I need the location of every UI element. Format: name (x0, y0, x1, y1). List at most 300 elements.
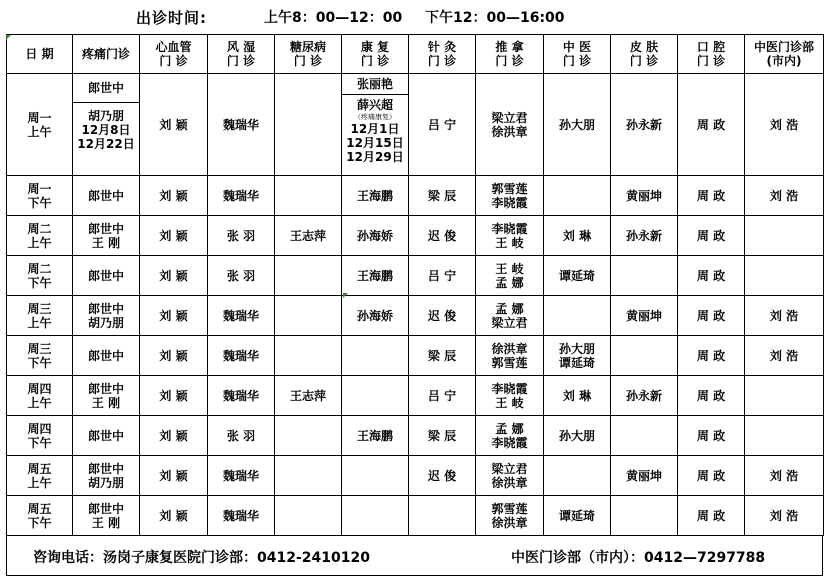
column-header-line: 推 拿 (495, 40, 524, 54)
tcm-city-cell (745, 256, 824, 296)
doctor-name: 梁 辰 (427, 188, 457, 203)
column-header-line: 门 诊 (159, 54, 188, 68)
doctor-name: 孙大朋 (558, 341, 595, 356)
rehab-cell (342, 74, 409, 176)
doctor-name: 魏瑞华 (222, 348, 259, 363)
tcm-city-cell: 刘 浩 (745, 74, 824, 176)
table-row (7, 296, 824, 336)
acupuncture-cell (409, 496, 476, 536)
column-header-massage (476, 35, 544, 74)
doctor-name: 孟 娜 (495, 301, 524, 316)
dental-cell (678, 216, 745, 256)
cardiology-cell (140, 296, 208, 336)
doctor-name: 郎世中 (87, 301, 124, 316)
dental-cell (678, 336, 745, 376)
column-header-line: 门 诊 (226, 54, 256, 68)
doctor-name: 李晓霞 (491, 381, 528, 396)
acupuncture-cell (409, 416, 476, 456)
doctor-name: 周 政 (696, 388, 726, 403)
doctor-name: 刘 浩 (769, 348, 799, 363)
massage-cell (476, 336, 544, 376)
session: 上午 (27, 235, 52, 250)
session: 下午 (27, 275, 52, 290)
cardiology-cell (140, 496, 208, 536)
diabetes-cell (275, 456, 342, 496)
pain-clinic-cell (73, 496, 140, 536)
rehab-date: 12月15日 (346, 136, 404, 150)
doctor-name: 王 刚 (91, 235, 121, 250)
doctor-name: 迟 俊 (427, 468, 457, 483)
rheumatology-cell (208, 176, 275, 216)
column-header-diabetes (275, 35, 342, 74)
column-header-line: 门 诊 (562, 54, 592, 68)
day-cell (7, 176, 73, 216)
dermatology-cell (611, 376, 678, 416)
session: 下午 (27, 435, 52, 450)
massage-cell (476, 416, 544, 456)
header-row (7, 35, 824, 74)
morning-hours: 上午8：00—12：00 (264, 10, 403, 26)
day-cell (7, 336, 73, 376)
doctor-name: 魏瑞华 (222, 388, 259, 403)
doctor-name: 胡乃朋 (87, 475, 124, 490)
doctor-name: 王海鹏 (356, 428, 393, 443)
tcm-city-cell (745, 336, 824, 376)
column-header-dental (678, 35, 745, 74)
doctor-name: 王 刚 (91, 395, 121, 410)
doctor-name: 孟 娜 (495, 275, 524, 290)
doctor-name: 郎世中 (87, 428, 124, 443)
rheumatology-cell (208, 416, 275, 456)
doctor-name: 徐洪章 (491, 515, 528, 530)
acupuncture-cell: 吕 宁 (409, 74, 476, 176)
dermatology-cell (611, 176, 678, 216)
doctor-name: 王 岐 (495, 235, 524, 250)
doctor-name: 迟 俊 (427, 308, 457, 323)
cardiology-cell (140, 416, 208, 456)
rheumatology-cell (208, 376, 275, 416)
acupuncture-cell (409, 256, 476, 296)
doctor-name: 吕 宁 (427, 268, 457, 283)
rehab-cell (342, 336, 409, 376)
acupuncture-cell (409, 456, 476, 496)
weekday: 周一 (27, 110, 52, 125)
tcm-phone: 中医门诊部（市内）：0412—7297788 (511, 550, 766, 566)
doctor-name: 周 政 (696, 188, 726, 203)
day-cell (7, 376, 73, 416)
column-header-line: 中 医 (562, 40, 592, 54)
doctor-name: 魏瑞华 (222, 188, 259, 203)
pain-doctor-name: 胡乃朋 (87, 109, 124, 123)
massage-cell (476, 296, 544, 336)
doctor-name: 周 政 (696, 228, 726, 243)
diabetes-cell (275, 336, 342, 376)
pain-doctor-secondary (73, 103, 139, 151)
doctor-name: 王志萍 (289, 228, 326, 243)
pain-clinic-cell (73, 74, 140, 176)
acupuncture-cell (409, 336, 476, 376)
session: 下午 (27, 515, 52, 530)
doctor-name: 梁立君 (491, 315, 528, 330)
dermatology-cell (611, 336, 678, 376)
table-row (7, 74, 824, 176)
session: 上午 (27, 315, 52, 330)
doctor-name: 吕 宁 (427, 388, 457, 403)
rehab-doctor-primary: 张丽艳 (342, 74, 408, 95)
pain-clinic-cell (73, 456, 140, 496)
weekday: 周三 (27, 301, 52, 316)
rheumatology-cell (208, 336, 275, 376)
weekday: 周三 (27, 341, 52, 356)
column-header-line: 门 诊 (495, 54, 524, 68)
acupuncture-cell (409, 176, 476, 216)
rehab-date: 12月1日 (350, 122, 400, 136)
tcm-cell (544, 416, 611, 456)
doctor-name: 郎世中 (87, 188, 124, 203)
column-header-line: 门 诊 (427, 54, 457, 68)
dental-cell (678, 296, 745, 336)
day-cell (7, 416, 73, 456)
doctor-name: 孙海娇 (356, 308, 393, 323)
column-header-line: 风 湿 (226, 40, 256, 54)
doctor-name: 刘 颖 (159, 388, 188, 403)
massage-doctor: 梁立君 (491, 110, 528, 125)
contact-footer (6, 535, 823, 576)
column-header-line: 皮 肤 (629, 40, 659, 54)
tcm-city-cell (745, 416, 824, 456)
rehab-date: 12月29日 (346, 150, 404, 164)
column-header-date (7, 35, 73, 74)
tcm-city-cell (745, 496, 824, 536)
doctor-name: 周 政 (696, 428, 726, 443)
doctor-name: 刘 浩 (769, 508, 799, 523)
diabetes-cell (275, 216, 342, 256)
doctor-name: 谭延琦 (558, 268, 595, 283)
tcm-cell (544, 296, 611, 336)
doctor-name: 郎世中 (87, 501, 124, 516)
dental-cell (678, 456, 745, 496)
weekday: 周五 (27, 461, 52, 476)
diabetes-cell (275, 376, 342, 416)
cardiology-cell (140, 456, 208, 496)
dermatology-cell (611, 456, 678, 496)
pain-doctor-primary: 郎世中 (73, 74, 139, 103)
doctor-name: 刘 颖 (159, 228, 188, 243)
dental-cell (678, 496, 745, 536)
column-header-line: 针 灸 (427, 40, 457, 54)
doctor-name: 胡乃朋 (87, 315, 124, 330)
dental-cell (678, 416, 745, 456)
session: 下午 (27, 195, 52, 210)
doctor-name: 王 岐 (495, 395, 524, 410)
rehab-cell (342, 416, 409, 456)
massage-cell (476, 256, 544, 296)
doctor-name: 郎世中 (87, 461, 124, 476)
massage-cell (476, 456, 544, 496)
clinic-hours (0, 5, 831, 29)
acupuncture-cell (409, 376, 476, 416)
doctor-name: 周 政 (696, 268, 726, 283)
diabetes-cell (275, 496, 342, 536)
dermatology-cell (611, 296, 678, 336)
table-row (7, 416, 824, 456)
rehab-doctor-secondary (342, 95, 408, 164)
doctor-name: 李晓霞 (491, 195, 528, 210)
dermatology-cell (611, 496, 678, 536)
column-header-rehab (342, 35, 409, 74)
cardiology-cell (140, 336, 208, 376)
doctor-name: 魏瑞华 (222, 508, 259, 523)
doctor-name: 李晓霞 (491, 435, 528, 450)
pain-date: 12月8日 (81, 123, 131, 137)
column-header-tcm-city (745, 35, 824, 74)
column-header-rheumatology (208, 35, 275, 74)
column-header-dermatology (611, 35, 678, 74)
cell-comment-marker (343, 293, 348, 298)
column-header-line: 口 腔 (696, 40, 726, 54)
day-cell (7, 74, 73, 176)
diabetes-cell (275, 176, 342, 216)
doctor-name: 张 羽 (226, 268, 256, 283)
doctor-name: 郎世中 (87, 268, 124, 283)
tcm-city-cell (745, 176, 824, 216)
tcm-cell (544, 176, 611, 216)
diabetes-cell (275, 74, 342, 176)
massage-cell (476, 74, 544, 176)
column-header-cardiology (140, 35, 208, 74)
day-cell (7, 456, 73, 496)
dermatology-cell (611, 416, 678, 456)
doctor-name: 李晓霞 (491, 221, 528, 236)
doctor-name: 刘 浩 (769, 188, 799, 203)
rehab-cell (342, 296, 409, 336)
doctor-name: 刘 颖 (159, 468, 188, 483)
doctor-name: 刘 颖 (159, 428, 188, 443)
cardiology-cell (140, 176, 208, 216)
doctor-name: 周 政 (696, 508, 726, 523)
doctor-name: 周 政 (696, 308, 726, 323)
doctor-name: 郭雪莲 (491, 355, 528, 370)
cardiology-cell (140, 376, 208, 416)
diabetes-cell (275, 256, 342, 296)
massage-cell (476, 376, 544, 416)
clinic-hours-label: 出诊时间: (136, 9, 207, 27)
weekday: 周二 (27, 261, 52, 276)
session: 下午 (27, 355, 52, 370)
pain-clinic-cell (73, 256, 140, 296)
tcm-cell (544, 456, 611, 496)
doctor-name: 张 羽 (226, 428, 256, 443)
doctor-name: 王 岐 (495, 261, 524, 276)
tcm-city-cell (745, 456, 824, 496)
doctor-name: 孙永新 (625, 228, 662, 243)
doctor-name: 梁 辰 (427, 348, 457, 363)
tcm-city-cell (745, 376, 824, 416)
day-cell (7, 296, 73, 336)
column-header-line: 中医门诊部 (753, 40, 814, 54)
diabetes-cell (275, 416, 342, 456)
table-row (7, 376, 824, 416)
tcm-cell (544, 376, 611, 416)
rehab-cell (342, 376, 409, 416)
rheumatology-cell (208, 496, 275, 536)
cell-comment-marker (6, 35, 11, 40)
weekday: 周四 (27, 421, 52, 436)
doctor-name: 黄丽坤 (625, 188, 662, 203)
dermatology-cell (611, 256, 678, 296)
table-row (7, 456, 824, 496)
rheumatology-cell: 魏瑞华 (208, 74, 275, 176)
cardiology-cell: 刘 颖 (140, 74, 208, 176)
doctor-name: 孙海娇 (356, 228, 393, 243)
doctor-name: 王海鹏 (356, 188, 393, 203)
column-header-line: 门 诊 (696, 54, 726, 68)
table-row (7, 176, 824, 216)
rheumatology-cell (208, 456, 275, 496)
doctor-name: 郭雪莲 (491, 501, 528, 516)
massage-cell (476, 496, 544, 536)
doctor-name: 梁 辰 (427, 428, 457, 443)
afternoon-hours: 下午12：00—16:00 (425, 10, 565, 26)
column-header-line: 日 期 (25, 47, 54, 61)
weekday: 周二 (27, 221, 52, 236)
column-header-line: 门 诊 (293, 54, 323, 68)
day-cell (7, 256, 73, 296)
column-header-line: 康 复 (360, 40, 390, 54)
rehab-cell (342, 496, 409, 536)
massage-doctor: 徐洪章 (491, 124, 528, 139)
pain-clinic-cell (73, 336, 140, 376)
doctor-name: 刘 琳 (562, 388, 592, 403)
doctor-name: 孟 娜 (495, 421, 524, 436)
doctor-name: 梁立君 (491, 461, 528, 476)
dental-cell: 周 政 (678, 74, 745, 176)
rehab-doctor-name: 薛兴超 (356, 98, 393, 112)
table-row (7, 256, 824, 296)
dental-cell (678, 376, 745, 416)
doctor-name: 谭延琦 (558, 508, 595, 523)
table-row (7, 216, 824, 256)
dental-cell (678, 256, 745, 296)
doctor-name: 刘 颖 (159, 508, 188, 523)
column-header-line: 糖尿病 (289, 40, 326, 54)
doctor-name: 郎世中 (87, 348, 124, 363)
doctor-name: 谭延琦 (558, 355, 595, 370)
doctor-name: 徐洪章 (491, 475, 528, 490)
doctor-name: 黄丽坤 (625, 468, 662, 483)
column-header-line: 疼痛门诊 (81, 47, 130, 61)
column-header-tcm (544, 35, 611, 74)
rehab-cell (342, 216, 409, 256)
column-header-line: 门 诊 (629, 54, 659, 68)
acupuncture-cell (409, 216, 476, 256)
doctor-name: 刘 颖 (159, 348, 188, 363)
day-cell (7, 496, 73, 536)
doctor-name: 郎世中 (87, 221, 124, 236)
column-header-pain-clinic (73, 35, 140, 74)
session: 上午 (27, 475, 52, 490)
doctor-name: 刘 颖 (159, 188, 188, 203)
doctor-name: 魏瑞华 (222, 468, 259, 483)
doctor-name: 迟 俊 (427, 228, 457, 243)
doctor-name: 王志萍 (289, 388, 326, 403)
pain-date: 12月22日 (77, 137, 135, 151)
table-row (7, 336, 824, 376)
doctor-name: 刘 琳 (562, 228, 592, 243)
tcm-city-cell (745, 296, 824, 336)
hospital-phone: 咨询电话：汤岗子康复医院门诊部：0412-2410120 (33, 550, 370, 566)
rheumatology-cell (208, 256, 275, 296)
doctor-name: 刘 浩 (769, 468, 799, 483)
rheumatology-cell (208, 296, 275, 336)
outpatient-schedule-table (6, 34, 824, 536)
doctor-name: 郎世中 (87, 381, 124, 396)
tcm-cell (544, 496, 611, 536)
weekday: 周五 (27, 501, 52, 516)
rehab-cell (342, 176, 409, 216)
column-header-line: (市内) (766, 54, 802, 68)
column-header-line: 门 诊 (360, 54, 390, 68)
pain-clinic-cell (73, 376, 140, 416)
day-cell (7, 216, 73, 256)
dental-cell (678, 176, 745, 216)
doctor-name: 刘 颖 (159, 268, 188, 283)
doctor-name: 周 政 (696, 468, 726, 483)
session: 上午 (27, 124, 52, 139)
rheumatology-cell (208, 216, 275, 256)
tcm-cell (544, 216, 611, 256)
doctor-name: 郭雪莲 (491, 181, 528, 196)
dermatology-cell: 孙永新 (611, 74, 678, 176)
tcm-city-cell (745, 216, 824, 256)
doctor-name: 刘 浩 (769, 308, 799, 323)
column-header-line: 心血管 (155, 40, 192, 54)
weekday: 周四 (27, 381, 52, 396)
doctor-name: 王 刚 (91, 515, 121, 530)
pain-clinic-cell (73, 176, 140, 216)
table-row (7, 496, 824, 536)
doctor-name: 张 羽 (226, 228, 256, 243)
doctor-name: 孙大朋 (558, 428, 595, 443)
doctor-name: 刘 颖 (159, 308, 188, 323)
rehab-cell (342, 256, 409, 296)
massage-cell (476, 176, 544, 216)
doctor-name: 魏瑞华 (222, 308, 259, 323)
doctor-name: 孙永新 (625, 388, 662, 403)
rehab-note: （疼痛康复） (354, 113, 396, 121)
pain-clinic-cell (73, 216, 140, 256)
acupuncture-cell (409, 296, 476, 336)
doctor-name: 周 政 (696, 348, 726, 363)
cardiology-cell (140, 216, 208, 256)
tcm-cell (544, 256, 611, 296)
dermatology-cell (611, 216, 678, 256)
diabetes-cell (275, 296, 342, 336)
session: 上午 (27, 395, 52, 410)
tcm-cell: 孙大朋 (544, 74, 611, 176)
rehab-cell (342, 456, 409, 496)
massage-cell (476, 216, 544, 256)
weekday: 周一 (27, 181, 52, 196)
doctor-name: 徐洪章 (491, 341, 528, 356)
pain-clinic-cell (73, 416, 140, 456)
column-header-acupuncture (409, 35, 476, 74)
pain-clinic-cell (73, 296, 140, 336)
tcm-cell (544, 336, 611, 376)
cardiology-cell (140, 256, 208, 296)
doctor-name: 黄丽坤 (625, 308, 662, 323)
doctor-name: 王海鹏 (356, 268, 393, 283)
